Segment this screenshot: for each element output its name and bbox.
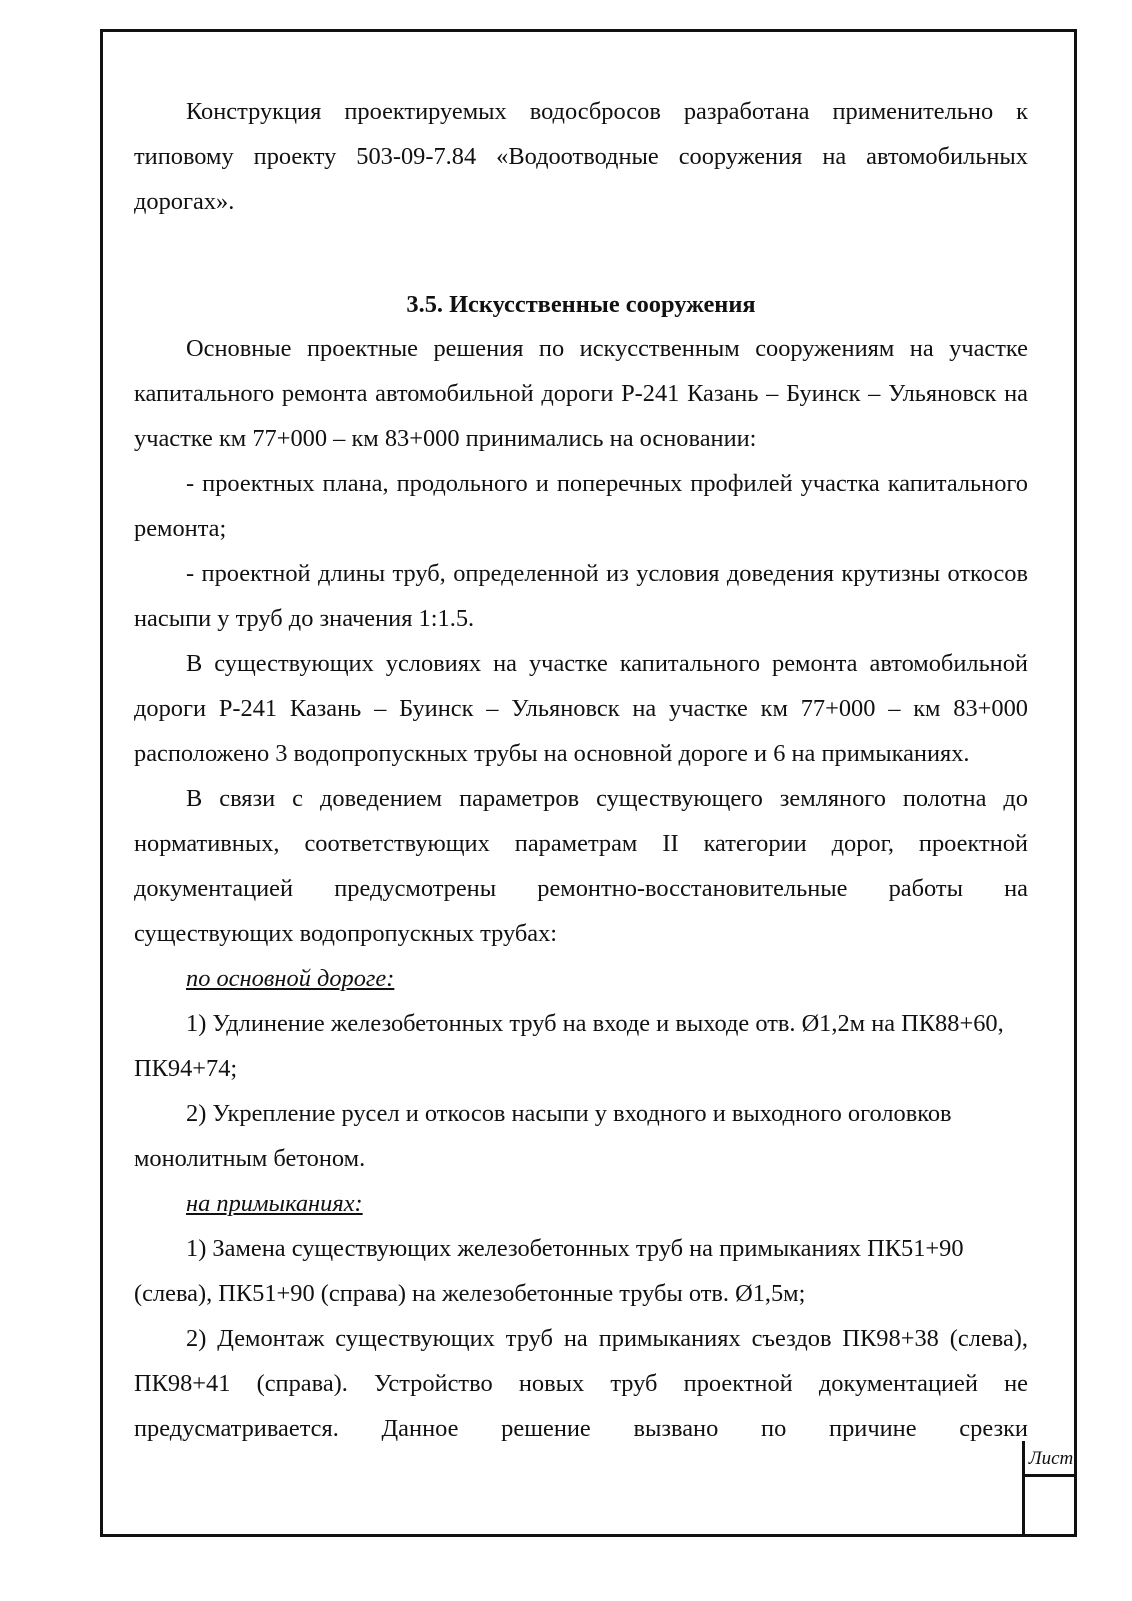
subheading-main-road: по основной дороге: xyxy=(186,965,395,992)
document-body xyxy=(134,89,1028,1451)
list-item-junctions-1: 1) Замена существующих железобетонных труб на примыканиях ПК51+90 (слева), ПК51+90 (справа) на железобетонные трубы отв. Ø1,5м; xyxy=(134,1235,964,1307)
subheading-junctions: на примыканиях: xyxy=(186,1190,363,1217)
sheet-stamp xyxy=(1022,1441,1077,1537)
list-item-junctions-2: 2) Демонтаж существующих труб на примыканиях съездов ПК98+38 (слева), ПК98+41 (справа). Устройство новых труб проектной документацией не предусматривается. Данное решение вызвано по причине срезки xyxy=(134,1325,1028,1442)
list-item-main-road-2: 2) Укрепление русел и откосов насыпи у входного и выходного оголовков монолитным бетоном. xyxy=(134,1100,952,1172)
sheet-label: Лист xyxy=(1025,1441,1077,1477)
sheet-number-box xyxy=(1025,1477,1077,1537)
paragraph-existing: В существующих условиях на участке капитального ремонта автомобильной дороги Р-241 Казань – Буинск – Ульяновск на участке км 77+000 – км 83+000 расположено 3 водопропускных трубы на основной дороге и 6 на примыканиях. xyxy=(134,650,1028,767)
spacer xyxy=(134,224,1028,284)
paragraph-culverts-design: Конструкция проектируемых водосбросов разработана применительно к типовому проекту 503-09-7.84 «Водоотводные сооружения на автомобильных дорогах». xyxy=(134,98,1028,215)
list-item-main-road-1: 1) Удлинение железобетонных труб на входе и выходе отв. Ø1,2м на ПК88+60, ПК94+74; xyxy=(134,1010,1004,1082)
paragraph-works: В связи с доведением параметров существующего земляного полотна до нормативных, соответствующих параметрам II категории дорог, проектной документацией предусмотрены ремонтно-восстановительные работы на существующих водопропускных трубах: xyxy=(134,785,1028,947)
paragraph-basis-2: - проектной длины труб, определенной из условия доведения крутизны откосов насыпи у труб до значения 1:1.5. xyxy=(134,560,1028,632)
paragraph-intro: Основные проектные решения по искусственным сооружениям на участке капитального ремонта автомобильной дороги Р-241 Казань – Буинск – Ульяновск на участке км 77+000 – км 83+000 принимались на основании: xyxy=(134,335,1028,452)
section-heading: 3.5. Искусственные сооружения xyxy=(406,291,756,318)
paragraph-basis-1: - проектных плана, продольного и поперечных профилей участка капитального ремонта; xyxy=(134,470,1028,542)
